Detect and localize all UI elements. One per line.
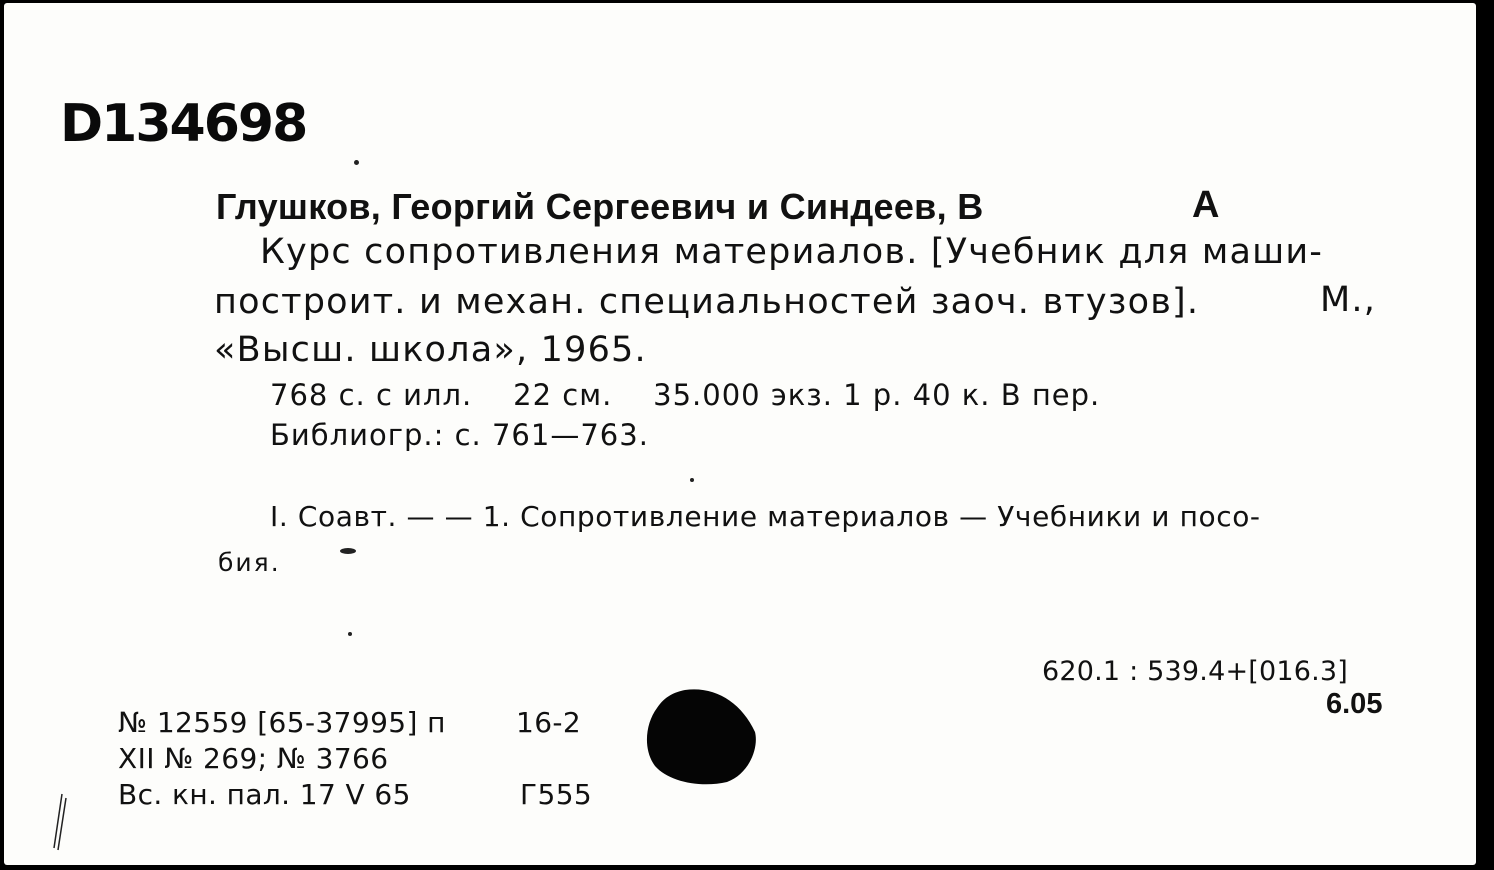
collation-line: 768 с. с илл. 22 см. 35.000 экз. 1 р. 40 к. В пер.	[270, 378, 1101, 412]
udc-classification-2: 6.05	[1326, 688, 1383, 720]
title-line-2-place: М.,	[1320, 280, 1377, 320]
publisher-line-1-right: 16-2	[516, 706, 582, 739]
punch-hole	[645, 688, 759, 786]
bibliography-line: Библиогр.: с. 761—763.	[270, 418, 649, 452]
tracing-line-2: бия.	[218, 548, 281, 577]
title-line-3: «Высш. школа», 1965.	[214, 330, 647, 370]
udc-classification: 620.1 : 539.4+[016.3]	[1042, 656, 1349, 687]
ink-speck	[340, 548, 356, 554]
title-line-2: построит. и механ. специальностей заоч. втузов].	[214, 282, 1200, 322]
author-line: Глушков, Георгий Сергеевич и Синдеев, В	[216, 186, 984, 227]
inventory-number: D134698	[60, 94, 307, 154]
tracing-line-1: I. Соавт. — — 1. Сопротивление материалов — Учебники и посо-	[270, 500, 1261, 533]
ink-speck	[690, 478, 694, 482]
author-initial: А	[1192, 184, 1220, 226]
publisher-line-3: Вс. кн. пал. 17 V 65	[118, 778, 411, 811]
title-line-1: Курс сопротивления материалов. [Учебник для маши-	[260, 232, 1324, 272]
publisher-line-2: XII № 269; № 3766	[118, 742, 389, 775]
publisher-line-3-right: Г555	[520, 778, 593, 811]
ink-speck	[354, 160, 359, 165]
ink-speck	[348, 632, 352, 636]
publisher-line-1: № 12559 [65-37995] п	[118, 706, 446, 739]
pen-mark	[48, 792, 68, 852]
